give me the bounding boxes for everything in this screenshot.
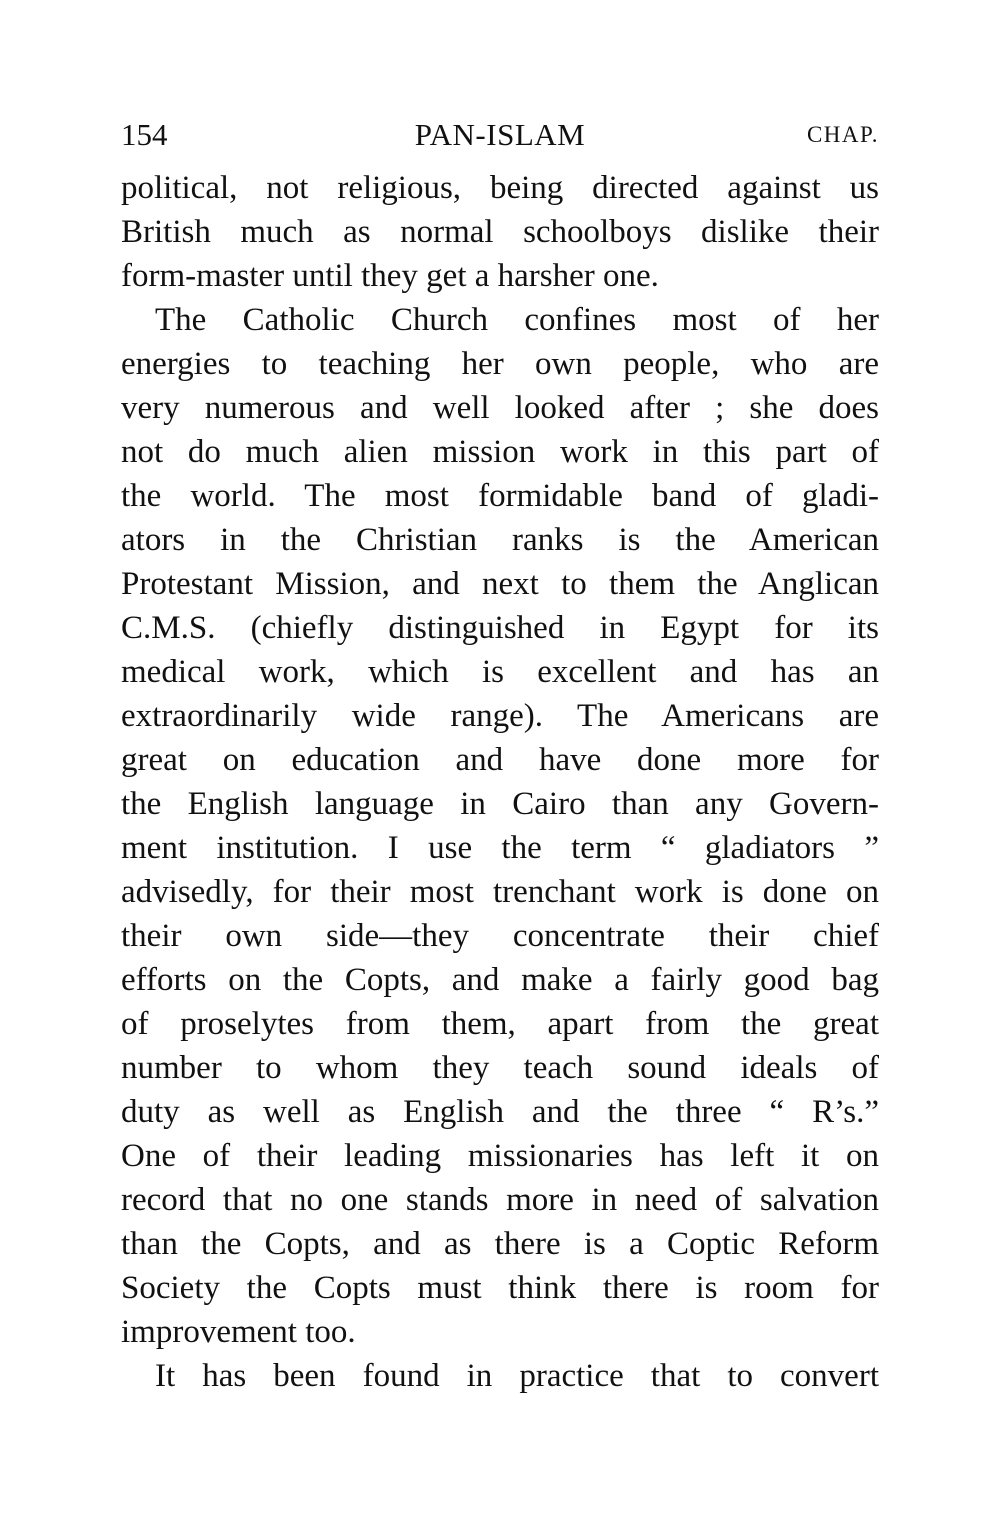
- text-line: their own side—they concentrate their chief: [121, 918, 879, 954]
- book-page: [121, 110, 879, 1398]
- chapter-label: CHAP.: [806, 122, 879, 147]
- text-line: form-master until they get a harsher one.: [121, 258, 659, 294]
- text-line: number to whom they teach sound ideals of: [121, 1050, 879, 1086]
- text-line: improvement too.: [121, 1314, 356, 1350]
- text-line: medical work, which is excellent and has an: [121, 654, 879, 690]
- text-line: It has been found in practice that to convert: [155, 1358, 879, 1394]
- text-line: Society the Copts must think there is room for: [121, 1270, 879, 1306]
- text-line: One of their leading missionaries has left it on: [121, 1138, 879, 1174]
- paragraph-1: [121, 166, 879, 298]
- text-line: political, not religious, being directed against us: [121, 170, 879, 206]
- body-text: [121, 166, 879, 1398]
- text-line: duty as well as English and the three “ R’s.”: [121, 1094, 879, 1130]
- paragraph-3: [121, 1354, 879, 1398]
- text-line: than the Copts, and as there is a Coptic Reform: [121, 1226, 879, 1262]
- text-line: great on education and have done more for: [121, 742, 879, 778]
- text-line: The Catholic Church confines most of her: [155, 302, 879, 338]
- running-title: PAN-ISLAM: [414, 117, 586, 152]
- page-number: 154: [121, 117, 168, 152]
- text-line: record that no one stands more in need of salvation: [121, 1182, 879, 1218]
- text-line: ators in the Christian ranks is the American: [121, 522, 879, 558]
- text-line: energies to teaching her own people, who are: [121, 346, 879, 382]
- text-line: extraordinarily wide range). The Americans are: [121, 698, 879, 734]
- text-line: of proselytes from them, apart from the great: [121, 1006, 879, 1042]
- text-line: the English language in Cairo than any Govern-: [121, 786, 879, 822]
- text-line: efforts on the Copts, and make a fairly good bag: [121, 962, 879, 998]
- text-line: ment institution. I use the term “ gladiators ”: [121, 830, 879, 866]
- text-line: the world. The most formidable band of gladi-: [121, 478, 879, 514]
- text-line: British much as normal schoolboys dislike their: [121, 214, 879, 250]
- text-line: Protestant Mission, and next to them the Anglican: [121, 566, 879, 602]
- paragraph-2: [121, 298, 879, 1354]
- text-line: not do much alien mission work in this part of: [121, 434, 879, 470]
- text-line: C.M.S. (chiefly distinguished in Egypt for its: [121, 610, 879, 646]
- text-line: very numerous and well looked after ; she does: [121, 390, 879, 426]
- text-line: advisedly, for their most trenchant work is done on: [121, 874, 879, 910]
- running-head: [121, 110, 879, 160]
